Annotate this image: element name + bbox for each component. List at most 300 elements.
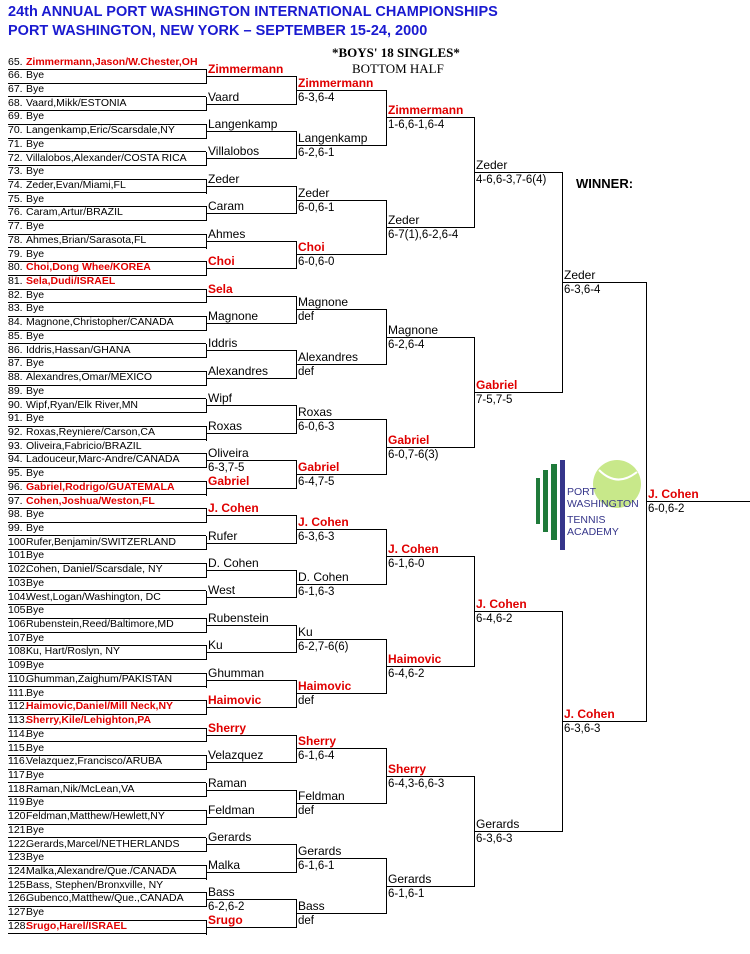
winner-line [206,241,296,242]
player-name: Bye [26,467,45,480]
match-score: 6-1,6-3 [298,585,335,598]
match-winner: Langenkamp [298,130,368,145]
draw-number: 124. [8,864,29,877]
draw-number: 80. [8,261,23,274]
draw-row [8,275,206,290]
match-winner: Gabriel [388,432,430,447]
match-score: def [298,915,314,927]
winner-line [206,570,296,571]
draw-row [8,810,206,825]
match-winner: Zimmermann [298,75,374,90]
draw-number: 123. [8,851,29,864]
draw-row [8,481,206,496]
winner-line [206,707,296,708]
match-winner: Choi [208,254,235,269]
winner-line [206,405,296,406]
draw-row [8,412,206,427]
match-score: 6-3,6-4 [564,283,601,296]
match-score: 6-3,6-3 [476,832,513,845]
match-winner: Gabriel [208,473,250,488]
match-winner: Raman [208,775,247,790]
draw-number: 93. [8,439,23,452]
draw-row [8,728,206,743]
draw-row [8,769,206,784]
player-name: Wipf,Ryan/Elk River,MN [26,398,139,411]
event-title: *BOYS' 18 SINGLES* [332,45,460,60]
draw-row [8,426,206,441]
match-winner: Ku [298,624,313,639]
player-name: Zimmermann,Jason/W.Chester,OH [26,55,198,68]
draw-row [8,248,206,263]
match-winner: Gerards [388,871,432,886]
draw-number: 100. [8,535,29,548]
draw-row [8,69,206,84]
match-winner: Langenkamp [208,116,278,131]
draw-row [8,577,206,592]
header-line-1: 24th ANNUAL PORT WASHINGTON INTERNATIONAL CHAMPIONSHIPS [8,4,498,20]
player-name: Bye [26,796,45,809]
winner-line [296,309,386,310]
match-score: 6-0,6-3 [298,421,335,434]
draw-number: 68. [8,96,23,109]
winner-line [386,886,474,887]
draw-number: 102. [8,563,29,576]
logo-text-line: ACADEMY [567,526,619,538]
match-winner: J. Cohen [298,514,349,529]
player-name: West,Logan/Washington, DC [26,590,161,603]
match-score: 6-1,6-4 [298,750,335,763]
match-winner: D. Cohen [298,569,349,584]
winner-line [386,556,474,557]
draw-row [8,673,206,688]
draw-number: 126. [8,892,29,905]
winner-line [206,460,296,461]
winner-line [206,158,296,159]
player-name: Bye [26,247,45,260]
player-name: Sherry,Kile/Lehighton,PA [26,714,152,727]
match-winner: Ahmes [208,226,246,241]
match-winner: Rufer [208,528,238,543]
player-name: Bye [26,686,45,699]
match-winner: J. Cohen [388,542,439,557]
draw-row [8,865,206,880]
draw-row [8,906,206,921]
player-name: Bye [26,906,45,919]
academy-logo [533,458,647,552]
match-winner: D. Cohen [208,556,259,570]
draw-number: 86. [8,343,23,356]
player-name: Bye [26,82,45,95]
winner-line [206,378,296,379]
winner-line [206,680,296,681]
match-winner: Feldman [298,789,345,804]
draw-number: 92. [8,425,23,438]
player-name: Bye [26,192,45,205]
winner-line [296,748,386,749]
match-winner: Zeder [298,185,330,200]
match-winner: Oliveira [208,446,249,461]
match-score: def [298,695,314,708]
draw-number: 72. [8,151,23,164]
match-winner: Roxas [208,418,243,433]
draw-row [8,316,206,331]
draw-row [8,467,206,482]
winner-line [296,529,386,530]
player-name: Gabriel,Rodrigo/GUATEMALA [26,480,175,493]
match-winner: Vaard [208,89,240,104]
draw-number: 70. [8,124,23,137]
draw-number: 119. [8,796,28,809]
draw-number: 96. [8,480,23,493]
player-name: Bye [26,412,45,425]
draw-number: 74. [8,178,23,191]
draw-number: 88. [8,371,23,384]
match-score: 6-4,6-2 [388,668,425,681]
player-name: Oliveira,Fabricio/BRAZIL [26,439,142,452]
draw-number: 118. [8,782,28,795]
draw-row [8,234,206,249]
match-winner: Sherry [298,734,337,749]
winner-line [474,392,562,393]
draw-number: 77. [8,220,23,233]
player-name: Bye [26,220,45,233]
draw-row [8,536,206,551]
draw-number: 110. [8,672,28,685]
draw-number: 69. [8,110,23,123]
draw-row [8,549,206,564]
winner-line [296,90,386,91]
match-score: 6-1,6-0 [388,558,425,571]
player-name: Rubenstein,Reed/Baltimore,MD [26,618,174,631]
player-name: Zeder,Evan/Miami,FL [26,178,126,191]
winner-line [474,831,562,832]
match-winner: Sherry [388,761,427,776]
match-score: 6-0,6-0 [298,256,335,269]
draw-number: 127. [8,906,29,919]
winner-label: WINNER: [576,176,634,191]
draw-number: 67. [8,82,23,95]
match-score: def [298,366,314,379]
winner-line [206,844,296,845]
winner-line [206,350,296,351]
draw-row [8,591,206,606]
player-name: Caram,Artur/BRAZIL [26,206,123,219]
draw-number: 121. [8,823,29,836]
winner-line [386,227,474,228]
header-line-2: PORT WASHINGTON, NEW YORK – SEPTEMBER 15-24, 2000 [8,23,428,39]
player-name: Choi,Dong Whee/KOREA [26,261,151,274]
player-name: Bye [26,137,45,150]
draw-row [8,399,206,414]
draw-row [8,357,206,372]
draw-number: 120. [8,810,29,823]
player-name: Bye [26,521,45,534]
match-winner: Malka [208,857,241,872]
winner-line [206,76,296,77]
match-score: 6-2,7-6(6) [298,640,349,653]
player-name: Bye [26,727,45,740]
match-score: 6-1,6-1 [388,887,425,900]
match-score: 6-4,7-5 [298,475,335,488]
player-name: Bye [26,604,45,617]
winner-line [206,652,296,653]
match-score: 6-2,6-4 [388,338,425,351]
match-winner: Zeder [564,267,596,282]
match-score: 6-3,7-5 [208,462,245,475]
player-name: Ahmes,Brian/Sarasota,FL [26,233,147,246]
player-name: Gubenco,Matthew/Que.,CANADA [26,892,184,905]
match-winner: Zeder [208,171,240,186]
winner-line [474,611,562,612]
draw-number: 82. [8,288,23,301]
draw-number: 98. [8,508,23,521]
match-winner: Sherry [208,720,247,735]
winner-line [206,899,296,900]
player-name: Bye [26,549,45,562]
draw-number: 114. [8,727,28,740]
winner-line [386,337,474,338]
draw-row [8,330,206,345]
player-name: Bye [26,851,45,864]
winner-line [206,488,296,489]
match-score: 6-3,6-3 [298,530,335,543]
draw-row [8,508,206,523]
winner-line [206,323,296,324]
match-winner: Haimovic [298,679,352,694]
match-winner: Wipf [208,391,232,406]
player-name: Rufer,Benjamin/SWITZERLAND [26,535,176,548]
draw-number: 115. [8,741,28,754]
draw-row [8,453,206,468]
player-name: Bye [26,302,45,315]
match-winner: Magnone [208,309,259,324]
draw-row [8,56,206,71]
match-score: def [298,311,314,324]
match-winner: Haimovic [388,652,442,667]
match-winner: Zeder [476,158,508,173]
draw-row [8,824,206,839]
player-name: Bye [26,508,45,521]
draw-number: 113. [8,714,28,727]
match-score: 6-2,6-2 [208,901,245,914]
player-name: Bye [26,165,45,178]
draw-row [8,110,206,125]
draw-row [8,344,206,359]
winner-line [562,282,646,283]
player-name: Bye [26,659,45,672]
match-winner: Srugo [208,912,243,927]
match-winner: Alexandres [208,363,269,378]
match-winner: Zeder [388,213,420,227]
player-name: Iddris,Hassan/GHANA [26,343,131,356]
match-score: 6-4,6-2 [476,613,513,626]
match-winner: Gerards [476,816,520,831]
logo-text-line: WASHINGTON [567,498,639,510]
winner-line [206,927,296,928]
player-name: Bye [26,741,45,754]
winner-line [296,254,386,255]
player-name: Langenkamp,Eric/Scarsdale,NY [26,124,175,137]
draw-row [8,796,206,811]
draw-number: 90. [8,398,23,411]
draw-row [8,659,206,674]
draw-row [8,165,206,180]
draw-number: 122. [8,837,29,850]
winner-line [474,172,562,173]
winner-line [206,735,296,736]
winner-line [206,515,296,516]
logo-text-line: TENNIS [567,514,606,526]
player-name: Cohen, Daniel/Scarsdale, NY [26,563,163,576]
draw-row [8,892,206,907]
match-winner: Ku [208,638,223,653]
match-winner: Rubenstein [208,610,269,625]
player-name: Bye [26,357,45,370]
draw-number: 112. [8,700,28,713]
winner-line [386,117,474,118]
player-name: Bye [26,384,45,397]
draw-row [8,302,206,317]
draw-row [8,563,206,578]
draw-row [8,385,206,400]
draw-number: 79. [8,247,23,260]
draw-number: 71. [8,137,23,150]
draw-number: 65. [8,55,23,68]
match-winner: Haimovic [208,693,262,708]
draw-number: 76. [8,206,23,219]
player-name: Roxas,Reyniere/Carson,CA [26,425,155,438]
player-name: Villalobos,Alexander/COSTA RICA [26,151,187,164]
match-winner: Gabriel [476,377,518,392]
match-winner: Magnone [298,295,349,310]
draw-row [8,124,206,139]
winner-line [296,803,386,804]
draw-row [8,138,206,153]
draw-number: 75. [8,192,23,205]
draw-number: 107. [8,631,29,644]
draw-number: 78. [8,233,23,246]
match-winner: Choi [298,240,325,255]
draw-number: 95. [8,467,23,480]
match-winner: Roxas [298,405,333,420]
winner-line [206,625,296,626]
draw-number: 66. [8,69,23,82]
draw-number: 87. [8,357,23,370]
draw-number: 101. [8,549,29,562]
draw-number: 111. [8,686,27,699]
match-winner: Gabriel [298,459,340,474]
player-name: Bye [26,110,45,123]
winner-line [296,913,386,914]
winner-line [296,200,386,201]
winner-line [296,639,386,640]
draw-number: 125. [8,878,29,891]
draw-row [8,879,206,894]
match-winner: Iddris [208,336,238,351]
draw-row [8,714,206,729]
player-name: Bass, Stephen/Bronxville, NY [26,878,164,891]
draw-row [8,700,206,715]
match-winner: Velazquez [208,748,264,763]
match-winner: Ghumman [208,665,265,680]
draw-number: 104. [8,590,29,603]
winner-line [296,693,386,694]
winner-line [296,364,386,365]
match-winner: Caram [208,199,245,214]
player-name: Gerards,Marcel/NETHERLANDS [26,837,180,850]
draw-row [8,371,206,386]
player-name: Ladouceur,Marc-Andre/CANADA [26,453,180,466]
event-subtitle: BOTTOM HALF [352,61,444,76]
player-name: Bye [26,631,45,644]
draw-number: 73. [8,165,23,178]
draw-row [8,687,206,702]
draw-row [8,152,206,167]
winner-line [206,433,296,434]
match-winner: Zimmermann [208,62,284,77]
match-winner: J. Cohen [648,487,699,502]
match-score: 6-0,6-2 [648,503,685,516]
match-winner: Feldman [208,802,255,817]
draw-number: 109. [8,659,29,672]
player-name: Bye [26,288,45,301]
draw-row [8,851,206,866]
draw-row [8,220,206,235]
player-name: Bye [26,576,45,589]
match-winner: Sela [208,281,233,296]
player-name: Raman,Nik/McLean,VA [26,782,135,795]
player-name: Vaard,Mikk/ESTONIA [26,96,127,109]
player-name: Magnone,Christopher/CANADA [26,316,174,329]
draw-number: 117. [8,768,28,781]
draw-number: 91. [8,412,23,425]
match-score: 1-6,6-1,6-4 [388,119,445,132]
draw-row [8,495,206,510]
match-score: def [298,805,314,818]
draw-row [8,289,206,304]
player-name: Feldman,Matthew/Hewlett,NY [26,810,165,823]
draw-number: 84. [8,316,23,329]
winner-line [206,104,296,105]
winner-line [296,419,386,420]
draw-number: 94. [8,453,23,466]
draw-number: 105. [8,604,29,617]
draw-number: 81. [8,275,23,288]
match-winner: Bass [298,899,325,913]
match-score: 6-3,6-4 [298,91,335,104]
draw-row [8,604,206,619]
draw-number: 116. [8,755,28,768]
winner-line [296,474,386,475]
match-score: 6-2,6-1 [298,146,335,159]
match-score: 6-1,6-1 [298,860,335,873]
match-score: 6-4,3-6,6-3 [388,777,445,790]
player-name: Haimovic,Daniel/Mill Neck,NY [26,700,174,713]
player-name: Alexandres,Omar/MEXICO [26,371,153,384]
player-name: Malka,Alexandre/Que./CANADA [26,864,177,877]
draw-row [8,440,206,455]
match-winner: Magnone [388,322,439,337]
player-name: Bye [26,768,45,781]
winner-line [206,872,296,873]
winner-line [206,131,296,132]
player-name: Bye [26,823,45,836]
player-name: Bye [26,329,45,342]
winner-line [296,584,386,585]
match-winner: Villalobos [208,144,260,159]
draw-number: 89. [8,384,23,397]
winner-line [562,721,646,722]
